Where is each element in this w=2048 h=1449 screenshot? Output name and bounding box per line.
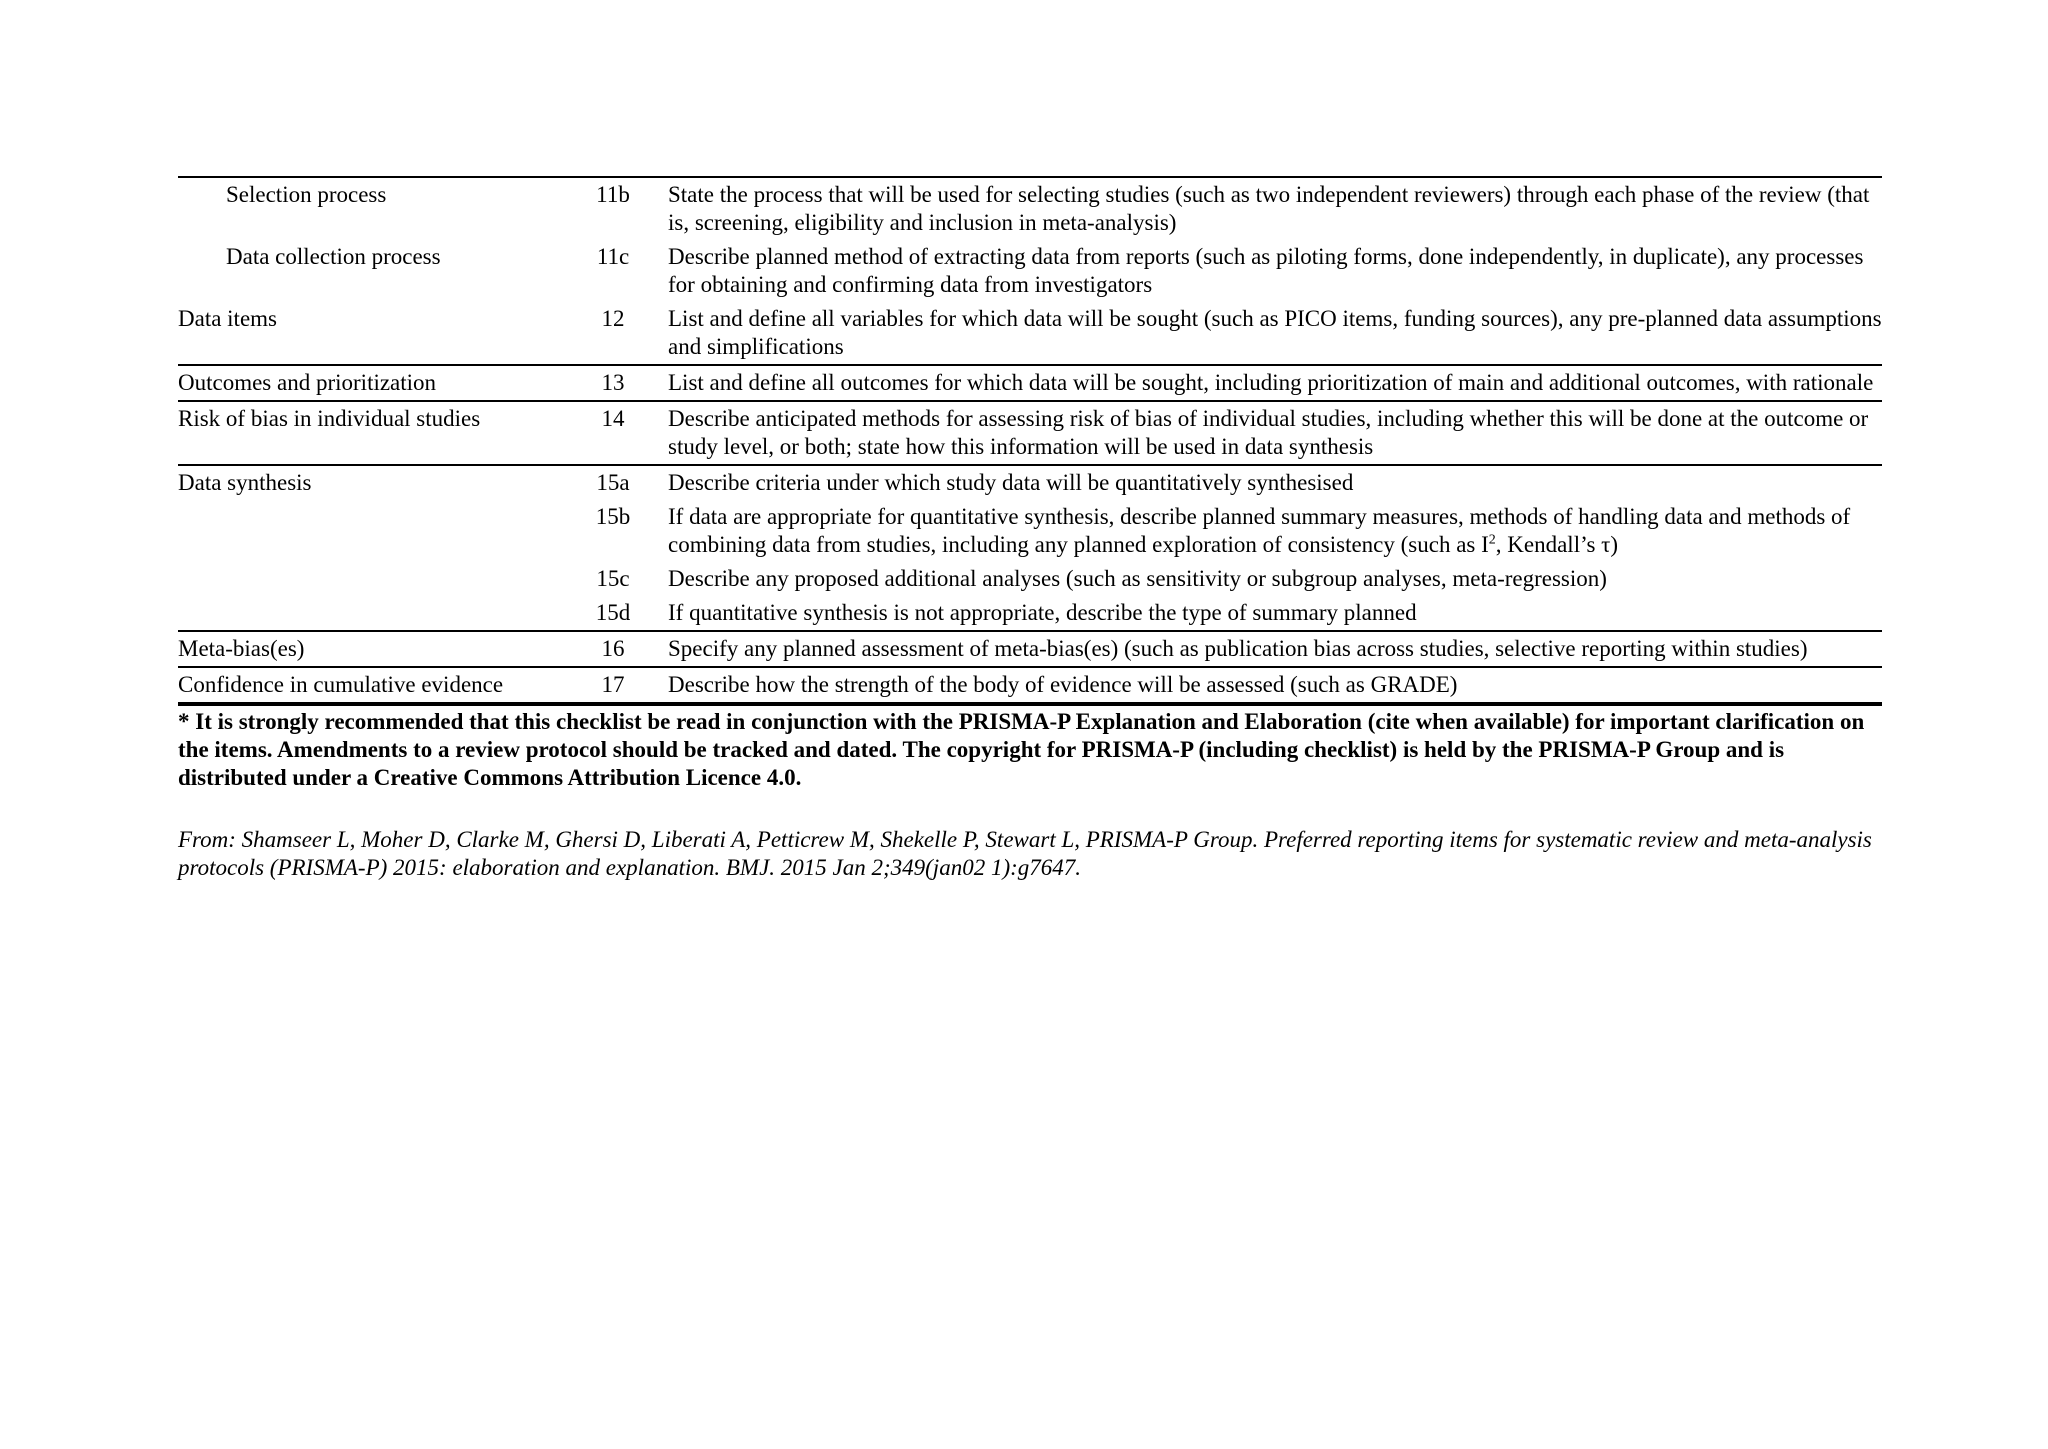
item-number-cell: 12 bbox=[578, 302, 648, 365]
table-row bbox=[178, 562, 1882, 596]
table-row bbox=[178, 177, 1882, 240]
topic-cell: Data synthesis bbox=[178, 470, 312, 495]
table-row bbox=[178, 465, 1882, 500]
table-row bbox=[178, 667, 1882, 704]
description-cell: Specify any planned assessment of meta-bias(es) (such as publication bias across studies, selective reporting within studies) bbox=[648, 631, 1882, 667]
description-cell: If quantitative synthesis is not appropriate, describe the type of summary planned bbox=[648, 596, 1882, 631]
table-row bbox=[178, 302, 1882, 365]
topic-cell: Meta-bias(es) bbox=[178, 631, 578, 667]
item-number-cell: 15d bbox=[578, 596, 648, 631]
table-row bbox=[178, 365, 1882, 401]
item-number-cell: 17 bbox=[578, 667, 648, 704]
description-cell: State the process that will be used for selecting studies (such as two independent reviewers) through each phase of the review (that is, screening, eligibility and inclusion in meta-analysis) bbox=[668, 182, 1870, 235]
description-cell: Describe criteria under which study data will be quantitatively synthesised bbox=[668, 470, 1354, 495]
table-row bbox=[178, 240, 1882, 302]
table-row bbox=[178, 596, 1882, 631]
description-cell bbox=[648, 500, 1882, 562]
topic-cell: Selection process bbox=[226, 182, 387, 207]
topic-cell: Outcomes and prioritization bbox=[178, 365, 578, 401]
table-row bbox=[178, 401, 1882, 465]
topic-cell bbox=[178, 596, 578, 631]
item-number-cell: 16 bbox=[578, 631, 648, 667]
topic-cell: Risk of bias in individual studies bbox=[178, 401, 578, 465]
topic-cell: Data items bbox=[178, 302, 578, 365]
superscript: 2 bbox=[1488, 532, 1496, 548]
item-number-cell: 14 bbox=[578, 401, 648, 465]
source-citation: From: Shamseer L, Moher D, Clarke M, Ghersi D, Liberati A, Petticrew M, Shekelle P, Stewart L, PRISMA-P Group. Preferred reporting items for systematic review and meta-analysis protocols (PRISMA-P) 2015: elaboration and explanation. BMJ. 2015 Jan 2;349(jan02 1):g7647. bbox=[178, 827, 1872, 880]
item-number-cell: 13 bbox=[578, 365, 648, 401]
document-page bbox=[178, 176, 1882, 882]
item-number-cell: 15b bbox=[595, 504, 631, 529]
topic-cell: Confidence in cumulative evidence bbox=[178, 667, 578, 704]
checklist-table bbox=[178, 176, 1882, 706]
table-row bbox=[178, 500, 1882, 562]
description-cell: Describe any proposed additional analyses (such as sensitivity or subgroup analyses, meta-regression) bbox=[668, 566, 1607, 591]
description-text: If data are appropriate for quantitative synthesis, describe planned summary measures, methods of handling data and methods of combining data from studies, including any planned exploration of consistency (such as I bbox=[668, 504, 1851, 557]
item-number-cell: 11b bbox=[596, 182, 630, 207]
item-number-cell: 11c bbox=[596, 244, 630, 269]
description-cell: Describe planned method of extracting data from reports (such as piloting forms, done independently, in duplicate), any processes for obtaining and confirming data from investigators bbox=[668, 244, 1864, 297]
description-text: , Kendall’s τ) bbox=[1495, 532, 1619, 557]
description-cell: Describe anticipated methods for assessing risk of bias of individual studies, including whether this will be done at the outcome or study level, or both; state how this information will be used in data synthesis bbox=[648, 401, 1882, 465]
topic-cell: Data collection process bbox=[226, 244, 441, 269]
description-cell: List and define all variables for which data will be sought (such as PICO items, funding sources), any pre-planned data assumptions and simplifications bbox=[648, 302, 1882, 365]
description-cell: Describe how the strength of the body of evidence will be assessed (such as GRADE) bbox=[648, 667, 1882, 704]
topic-cell bbox=[178, 500, 578, 562]
item-number-cell: 15a bbox=[596, 470, 630, 495]
table-row bbox=[178, 631, 1882, 667]
description-cell: List and define all outcomes for which data will be sought, including prioritization of main and additional outcomes, with rationale bbox=[648, 365, 1882, 401]
item-number-cell: 15c bbox=[596, 566, 630, 591]
table-footnote: * It is strongly recommended that this checklist be read in conjunction with the PRISMA-P Explanation and Elaboration (cite when available) for important clarification on the items. Amendments to a review protocol should be tracked and dated. The copyright for PRISMA-P (including checklist) is held by the PRISMA-P Group and is distributed under a Creative Commons Attribution Licence 4.0. bbox=[178, 709, 1865, 790]
topic-cell bbox=[178, 562, 578, 596]
